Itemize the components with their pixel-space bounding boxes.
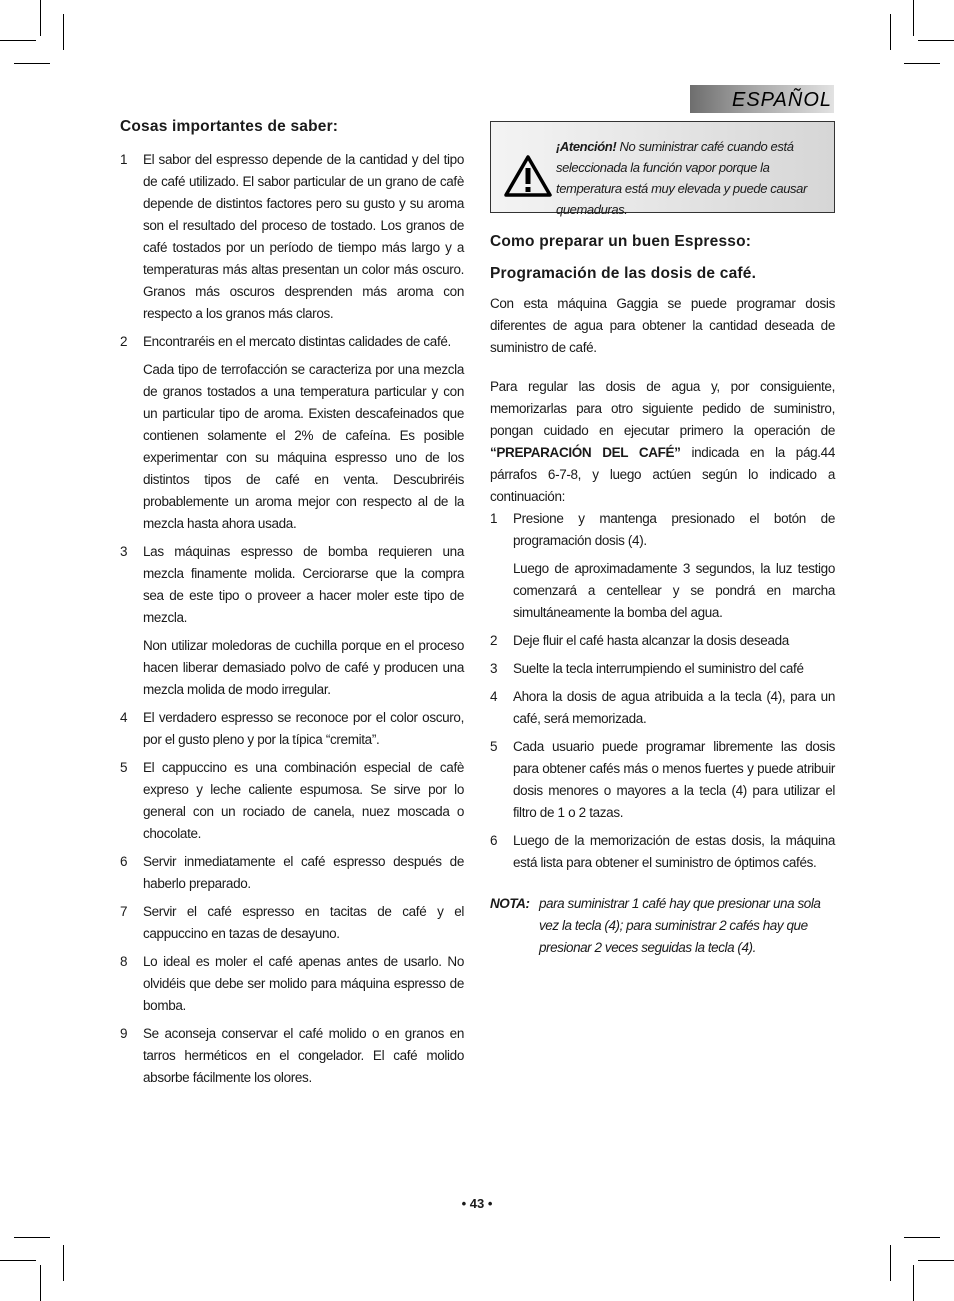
list-item [120,951,464,1017]
list-item [120,707,464,751]
item-number: 3 [120,544,128,559]
warning-icon [503,154,553,198]
item-text: Encontraréis en el mercato distintas calidades de café. [143,334,451,349]
item-number: 4 [120,710,128,725]
item-text: Las máquinas espresso de bomba requieren una mezcla finamente molida. Cerciorarse que la compra sea de este tipo o proveer a hacer moler este tipo de mezcla. [143,544,464,625]
item-text-continued: Luego de aproximadamente 3 segundos, la luz testigo comenzará a centellear y se pondrá en marcha simultáneamente la bomba del agua. [513,561,835,620]
item-number: 9 [120,1026,128,1041]
list-item [490,508,835,624]
item-text-continued: Non utilizar moledoras de cuchilla porque en el proceso hacen liberar demasiado polvo de café y producen una mezcla molida de modo irregular. [143,638,464,697]
instructions-highlight: “PREPARACIÓN DEL CAFÉ” [490,445,681,460]
list-item [120,149,464,325]
programming-steps [490,508,835,874]
item-text: Servir el café espresso en tacitas de café y el cappuccino en tazas de desayuno. [143,904,464,941]
item-text: Deje fluir el café hasta alcanzar la dosis deseada [513,633,789,648]
item-text: Presione y mantenga presionado el botón de programación dosis (4). [513,511,835,548]
crop-mark [913,0,914,36]
attention-label: ¡Atención! [556,139,617,154]
crop-mark [913,1265,914,1301]
section-title-dosis: Programación de las dosis de café. [490,265,757,282]
item-number: 2 [120,334,128,349]
item-text: Lo ideal es moler el café apenas antes de usarlo. No olvidéis que debe ser molido para máquina espresso de bomba. [143,954,464,1013]
item-text: Se aconseja conservar el café molido o en granos en tarros herméticos en el congelador. El café molido absorbe fácilmente los olores. [143,1026,464,1085]
item-number: 5 [490,739,498,754]
crop-mark [918,40,954,41]
intro-paragraph: Con esta máquina Gaggia se puede programar dosis diferentes de agua para obtener la cantidad deseada de suministro de café. [490,296,835,355]
item-text: El cappuccino es una combinación especial de cafè expreso y leche caliente espumosa. Se sirve por lo general con un rociado de canela, nuez moscada o chocolate. [143,760,464,841]
item-number: 7 [120,904,128,919]
item-number: 8 [120,954,128,969]
item-text: El verdadero espresso se reconoce por el color oscuro, por el gusto pleno y por la típica “cremita”. [143,710,464,747]
list-item [490,686,835,730]
instructions-text-a: Para regular las dosis de agua y, por consiguiente, memorizarlas para otro siguiente pedido de suministro, pongan cuidado en ejecutar primero la operación de [490,379,835,438]
item-text: Suelte la tecla interrumpiendo el suministro del café [513,661,804,676]
crop-mark [0,40,36,41]
item-text: Luego de la memorización de estas dosis, la máquina está lista para obtener el suministro de óptimos cafés. [513,833,835,870]
crop-mark [14,1237,50,1238]
item-number: 6 [490,833,498,848]
list-item [490,736,835,824]
attention-message [556,136,826,220]
note [490,893,835,959]
important-list [120,149,464,1089]
list-item [490,630,835,652]
left-column [120,118,464,1095]
item-number: 6 [120,854,128,869]
note-text: para suministrar 1 café hay que presionar una sola vez la tecla (4); para suministrar 2 cafés hay que presionar 2 veces seguidas la tecla (4). [539,896,821,955]
item-text: Cada usuario puede programar libremente las dosis para obtener cafés más o menos fuertes y puede atribuir dosis menores o mayores a la tecla (4) para utilizar el filtro de 1 o 2 tazas. [513,739,835,820]
list-item [120,1023,464,1089]
list-item [490,658,835,680]
item-number: 2 [490,633,498,648]
right-column [490,233,835,959]
crop-mark [890,14,891,50]
item-text: El sabor del espresso depende de la cantidad y del tipo de café utilizado. El sabor particular de un grano de cafè depende de distintos factores pero su gusto y su aroma son el resultado del proceso de tostado. Los granos de café tostados por un período de tiempo más largo y a temperaturas más altas presentan un color más oscuro. Granos más oscuros desprenden más aroma con respecto a los granos más claros. [143,152,464,321]
item-text-continued: Cada tipo de terrofacción se caracteriza por una mezcla de granos tostados a una temperatura particular y con un particular tipo de aroma. Existen descafeinados que contienen solamente el 2% de cafeína. Es posible experimentar con su máquina espresso uno de los distintos tipos de café en venta. Descubriréis probablemente un aroma mejor con respecto al de la mezcla hasta ahora usada. [143,362,464,531]
item-number: 1 [490,511,498,526]
item-text: Ahora la dosis de agua atribuida a la tecla (4), para un café, será memorizada. [513,689,835,726]
crop-mark [904,63,940,64]
crop-mark [0,1260,36,1261]
item-number: 3 [490,661,498,676]
crop-mark [890,1245,891,1281]
crop-mark [40,1265,41,1301]
item-text: Servir inmediatamente el café espresso después de haberlo preparado. [143,854,464,891]
attention-text: No suministrar café cuando está seleccionada la función vapor porque la temperatura está muy elevada y puede causar quemaduras. [556,139,807,217]
item-number: 5 [120,760,128,775]
section-title-espresso: Como preparar un buen Espresso: [490,233,752,250]
language-tab [690,85,834,113]
crop-mark [40,0,41,36]
list-item [120,901,464,945]
list-item [120,541,464,701]
page-number: • 43 • [461,1196,493,1211]
list-item [120,757,464,845]
list-item [120,331,464,535]
note-label: NOTA: [490,896,530,911]
item-number: 4 [490,689,498,704]
instructions-paragraph [490,376,835,508]
section-title-important: Cosas importantes de saber: [120,118,339,135]
attention-box [490,121,835,217]
crop-mark [63,14,64,50]
list-item [490,830,835,874]
crop-mark [904,1237,940,1238]
crop-mark [918,1260,954,1261]
instructions-text-b: indicada en la pág.44 párrafos 6-7-8, y luego actúen según lo indicado a continuación: [490,445,835,504]
crop-mark [14,63,50,64]
crop-mark [63,1245,64,1281]
language-label: ESPAÑOL [732,89,832,111]
list-item [120,851,464,895]
item-number: 1 [120,152,128,167]
